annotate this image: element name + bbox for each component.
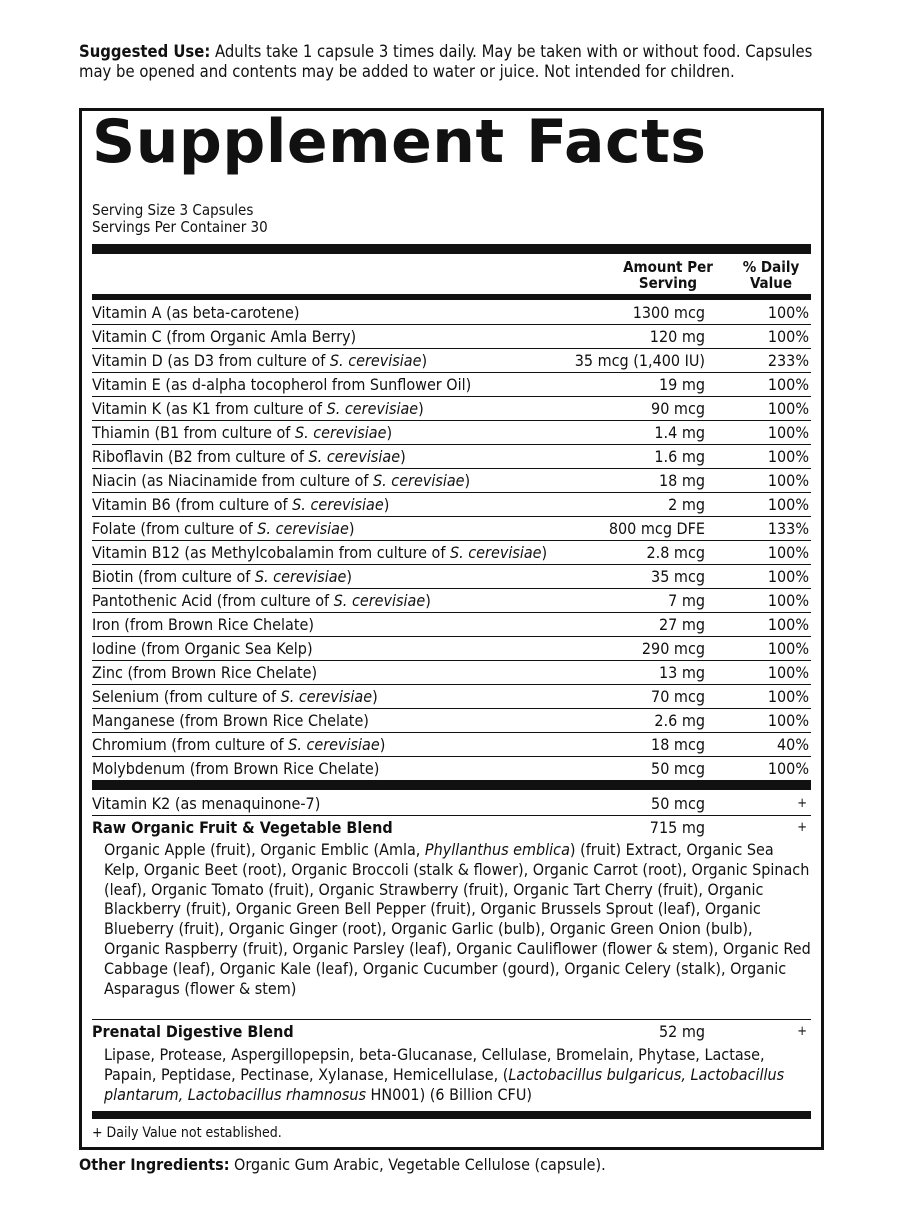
nutrient-dv: 100% xyxy=(767,423,809,442)
nutrient-dv: 100% xyxy=(767,663,809,682)
header-daily-value xyxy=(731,259,811,291)
header-amount-line1: Amount Per xyxy=(623,258,713,276)
nutrient-dv: 100% xyxy=(767,399,809,418)
table-row xyxy=(92,589,811,613)
blend-amount: 52 mg xyxy=(658,1022,705,1041)
nutrient-dv: 100% xyxy=(767,615,809,634)
table-row xyxy=(92,349,811,373)
blend-name: Prenatal Digestive Blend xyxy=(92,1022,294,1041)
table-row xyxy=(92,733,811,757)
nutrient-amount: 2 mg xyxy=(668,495,705,514)
nutrient-amount: 50 mcg xyxy=(651,759,705,778)
nutrient-amount: 1.4 mg xyxy=(654,423,705,442)
table-row xyxy=(92,421,811,445)
nutrient-dv: 100% xyxy=(767,495,809,514)
nutrient-amount: 70 mcg xyxy=(651,687,705,706)
thick-divider-top xyxy=(92,244,811,254)
digestive-blend-row xyxy=(92,1020,811,1043)
suggested-use-text: Adults take 1 capsule 3 times daily. May be taken with or without food. Capsules may be opened and contents may be added to water or juice. Not intended for children. xyxy=(79,42,813,81)
nutrient-dv: 233% xyxy=(767,351,809,370)
serving-size: Serving Size 3 Capsules xyxy=(92,201,254,219)
nutrient-name: Vitamin B6 (from culture of S. cerevisiae) xyxy=(92,495,390,514)
fruit-blend-ingredients: Organic Apple (fruit), Organic Emblic (Amla, Phyllanthus emblica) (fruit) Extract, Organic Sea Kelp, Organic Beet (root), Organic Broccoli (stalk & flower), Organic Carrot (root), Organic Spinach (leaf), Organic Tomato (fruit), Organic Strawberry (fruit), Organic Tart Cherry (fruit), Organic Blackberry (fruit), Organic Green Bell Pepper (fruit), Organic Brussels Sprout (leaf), Organic Blueberry (fruit), Organic Ginger (root), Organic Garlic (bulb), Organic Green Onion (bulb), Organic Raspberry (fruit), Organic Parsley (leaf), Organic Cauliflower (flower & stem), Organic Red Cabbage (leaf), Organic Kale (leaf), Organic Cucumber (gourd), Organic Celery (stalk), Organic Asparagus (flower & stem) xyxy=(104,840,811,998)
nutrient-amount: 35 mcg (1,400 IU) xyxy=(574,351,705,370)
table-row xyxy=(92,493,811,517)
nutrient-name: Iron (from Brown Rice Chelate) xyxy=(92,615,314,634)
blend-dv: + xyxy=(797,820,807,835)
nutrient-name: Folate (from culture of S. cerevisiae) xyxy=(92,519,355,538)
table-row xyxy=(92,325,811,349)
blend-name: Raw Organic Fruit & Vegetable Blend xyxy=(92,818,393,837)
nutrient-dv: 100% xyxy=(767,711,809,730)
medium-divider xyxy=(92,294,811,300)
nutrient-name: Iodine (from Organic Sea Kelp) xyxy=(92,639,313,658)
table-row xyxy=(92,637,811,661)
nutrient-name: Selenium (from culture of S. cerevisiae) xyxy=(92,687,378,706)
table-row xyxy=(92,685,811,709)
nutrient-amount: 800 mcg DFE xyxy=(608,519,705,538)
nutrient-name: Chromium (from culture of S. cerevisiae) xyxy=(92,735,386,754)
nutrient-name: Vitamin K2 (as menaquinone-7) xyxy=(92,794,321,813)
header-amount-per-serving xyxy=(613,259,723,291)
nutrient-name: Riboflavin (B2 from culture of S. cerevisiae) xyxy=(92,447,406,466)
table-row xyxy=(92,469,811,493)
blend-dv: + xyxy=(797,1024,807,1039)
thick-divider-middle xyxy=(92,780,811,790)
supplement-facts-panel xyxy=(79,108,824,1150)
nutrient-amount: 2.6 mg xyxy=(654,711,705,730)
header-amount-line2: Serving xyxy=(638,274,698,292)
table-row xyxy=(92,397,811,421)
nutrient-amount: 7 mg xyxy=(668,591,705,610)
nutrient-name: Vitamin E (as d-alpha tocopherol from Sunflower Oil) xyxy=(92,375,472,394)
blend-amount: 715 mg xyxy=(649,818,705,837)
nutrient-dv: 100% xyxy=(767,639,809,658)
table-row xyxy=(92,373,811,397)
nutrient-rows xyxy=(92,301,811,780)
nutrient-name: Pantothenic Acid (from culture of S. cerevisiae) xyxy=(92,591,431,610)
nutrient-dv: 100% xyxy=(767,591,809,610)
digestive-blend-ingredients: Lipase, Protease, Aspergillopepsin, beta-Glucanase, Cellulase, Bromelain, Phytase, Lactase, Papain, Peptidase, Pectinase, Xylanase, Hemicellulase, (Lactobacillus bulgaricus, Lactobacillus plantarum, Lactobacillus rhamnosus HN001) (6 Billion CFU) xyxy=(104,1045,785,1104)
table-row xyxy=(92,445,811,469)
nutrient-amount: 90 mcg xyxy=(651,399,705,418)
nutrient-name: Vitamin C (from Organic Amla Berry) xyxy=(92,327,357,346)
table-row xyxy=(92,661,811,685)
nutrient-name: Zinc (from Brown Rice Chelate) xyxy=(92,663,318,682)
nutrient-dv: 100% xyxy=(767,567,809,586)
other-ingredients xyxy=(79,1155,606,1175)
nutrient-amount: 18 mcg xyxy=(651,735,705,754)
nutrient-dv: 100% xyxy=(767,543,809,562)
nutrient-amount: 18 mg xyxy=(658,471,705,490)
nutrient-name: Vitamin A (as beta-carotene) xyxy=(92,303,300,322)
nutrient-amount: 2.8 mcg xyxy=(646,543,705,562)
suggested-use xyxy=(79,42,839,82)
nutrient-amount: 1300 mcg xyxy=(632,303,705,322)
table-row-digestive-blend xyxy=(92,1020,811,1043)
nutrient-dv: 100% xyxy=(767,327,809,346)
nutrient-amount: 19 mg xyxy=(658,375,705,394)
panel-title: Supplement Facts xyxy=(92,107,707,177)
nutrient-name: Biotin (from culture of S. cerevisiae) xyxy=(92,567,353,586)
nutrient-name: Vitamin D (as D3 from culture of S. cerevisiae) xyxy=(92,351,428,370)
nutrient-amount: 1.6 mg xyxy=(654,447,705,466)
nutrient-dv: 40% xyxy=(777,735,809,754)
nutrient-amount: 27 mg xyxy=(658,615,705,634)
header-dv-line1: % Daily xyxy=(742,258,800,276)
nutrient-dv: 133% xyxy=(767,519,809,538)
nutrient-dv: 100% xyxy=(767,303,809,322)
nutrient-amount: 35 mcg xyxy=(651,567,705,586)
table-row xyxy=(92,709,811,733)
table-row-fruit-blend xyxy=(92,816,811,839)
nutrient-amount: 120 mg xyxy=(649,327,705,346)
other-ingredients-text: Organic Gum Arabic, Vegetable Cellulose (capsule). xyxy=(229,1155,606,1174)
table-row xyxy=(92,541,811,565)
table-row xyxy=(92,565,811,589)
nutrient-dv: 100% xyxy=(767,447,809,466)
nutrient-amount: 290 mcg xyxy=(641,639,705,658)
nutrient-name: Manganese (from Brown Rice Chelate) xyxy=(92,711,369,730)
suggested-use-label: Suggested Use: xyxy=(79,42,211,61)
table-row xyxy=(92,757,811,780)
table-row xyxy=(92,517,811,541)
nutrient-name: Thiamin (B1 from culture of S. cerevisiae) xyxy=(92,423,393,442)
nutrient-dv: 100% xyxy=(767,375,809,394)
nutrient-name: Vitamin B12 (as Methylcobalamin from culture of S. cerevisiae) xyxy=(92,543,548,562)
nutrient-amount: 13 mg xyxy=(658,663,705,682)
additional-rows xyxy=(92,792,811,839)
header-dv-line2: Value xyxy=(749,274,793,292)
nutrient-dv: + xyxy=(797,796,807,811)
nutrient-name: Vitamin K (as K1 from culture of S. cerevisiae) xyxy=(92,399,424,418)
serving-info xyxy=(92,202,268,236)
nutrient-dv: 100% xyxy=(767,759,809,778)
other-ingredients-label: Other Ingredients: xyxy=(79,1155,230,1174)
table-row xyxy=(92,613,811,637)
nutrient-amount: 50 mcg xyxy=(651,794,705,813)
servings-per-container: Servings Per Container 30 xyxy=(92,218,268,236)
nutrient-dv: 100% xyxy=(767,687,809,706)
nutrient-name: Molybdenum (from Brown Rice Chelate) xyxy=(92,759,380,778)
table-row xyxy=(92,301,811,325)
footnote: + Daily Value not established. xyxy=(92,1125,282,1141)
nutrient-dv: 100% xyxy=(767,471,809,490)
table-row-vitamin-k2 xyxy=(92,792,811,816)
nutrient-name: Niacin (as Niacinamide from culture of S. cerevisiae) xyxy=(92,471,471,490)
thick-divider-bottom xyxy=(92,1111,811,1119)
